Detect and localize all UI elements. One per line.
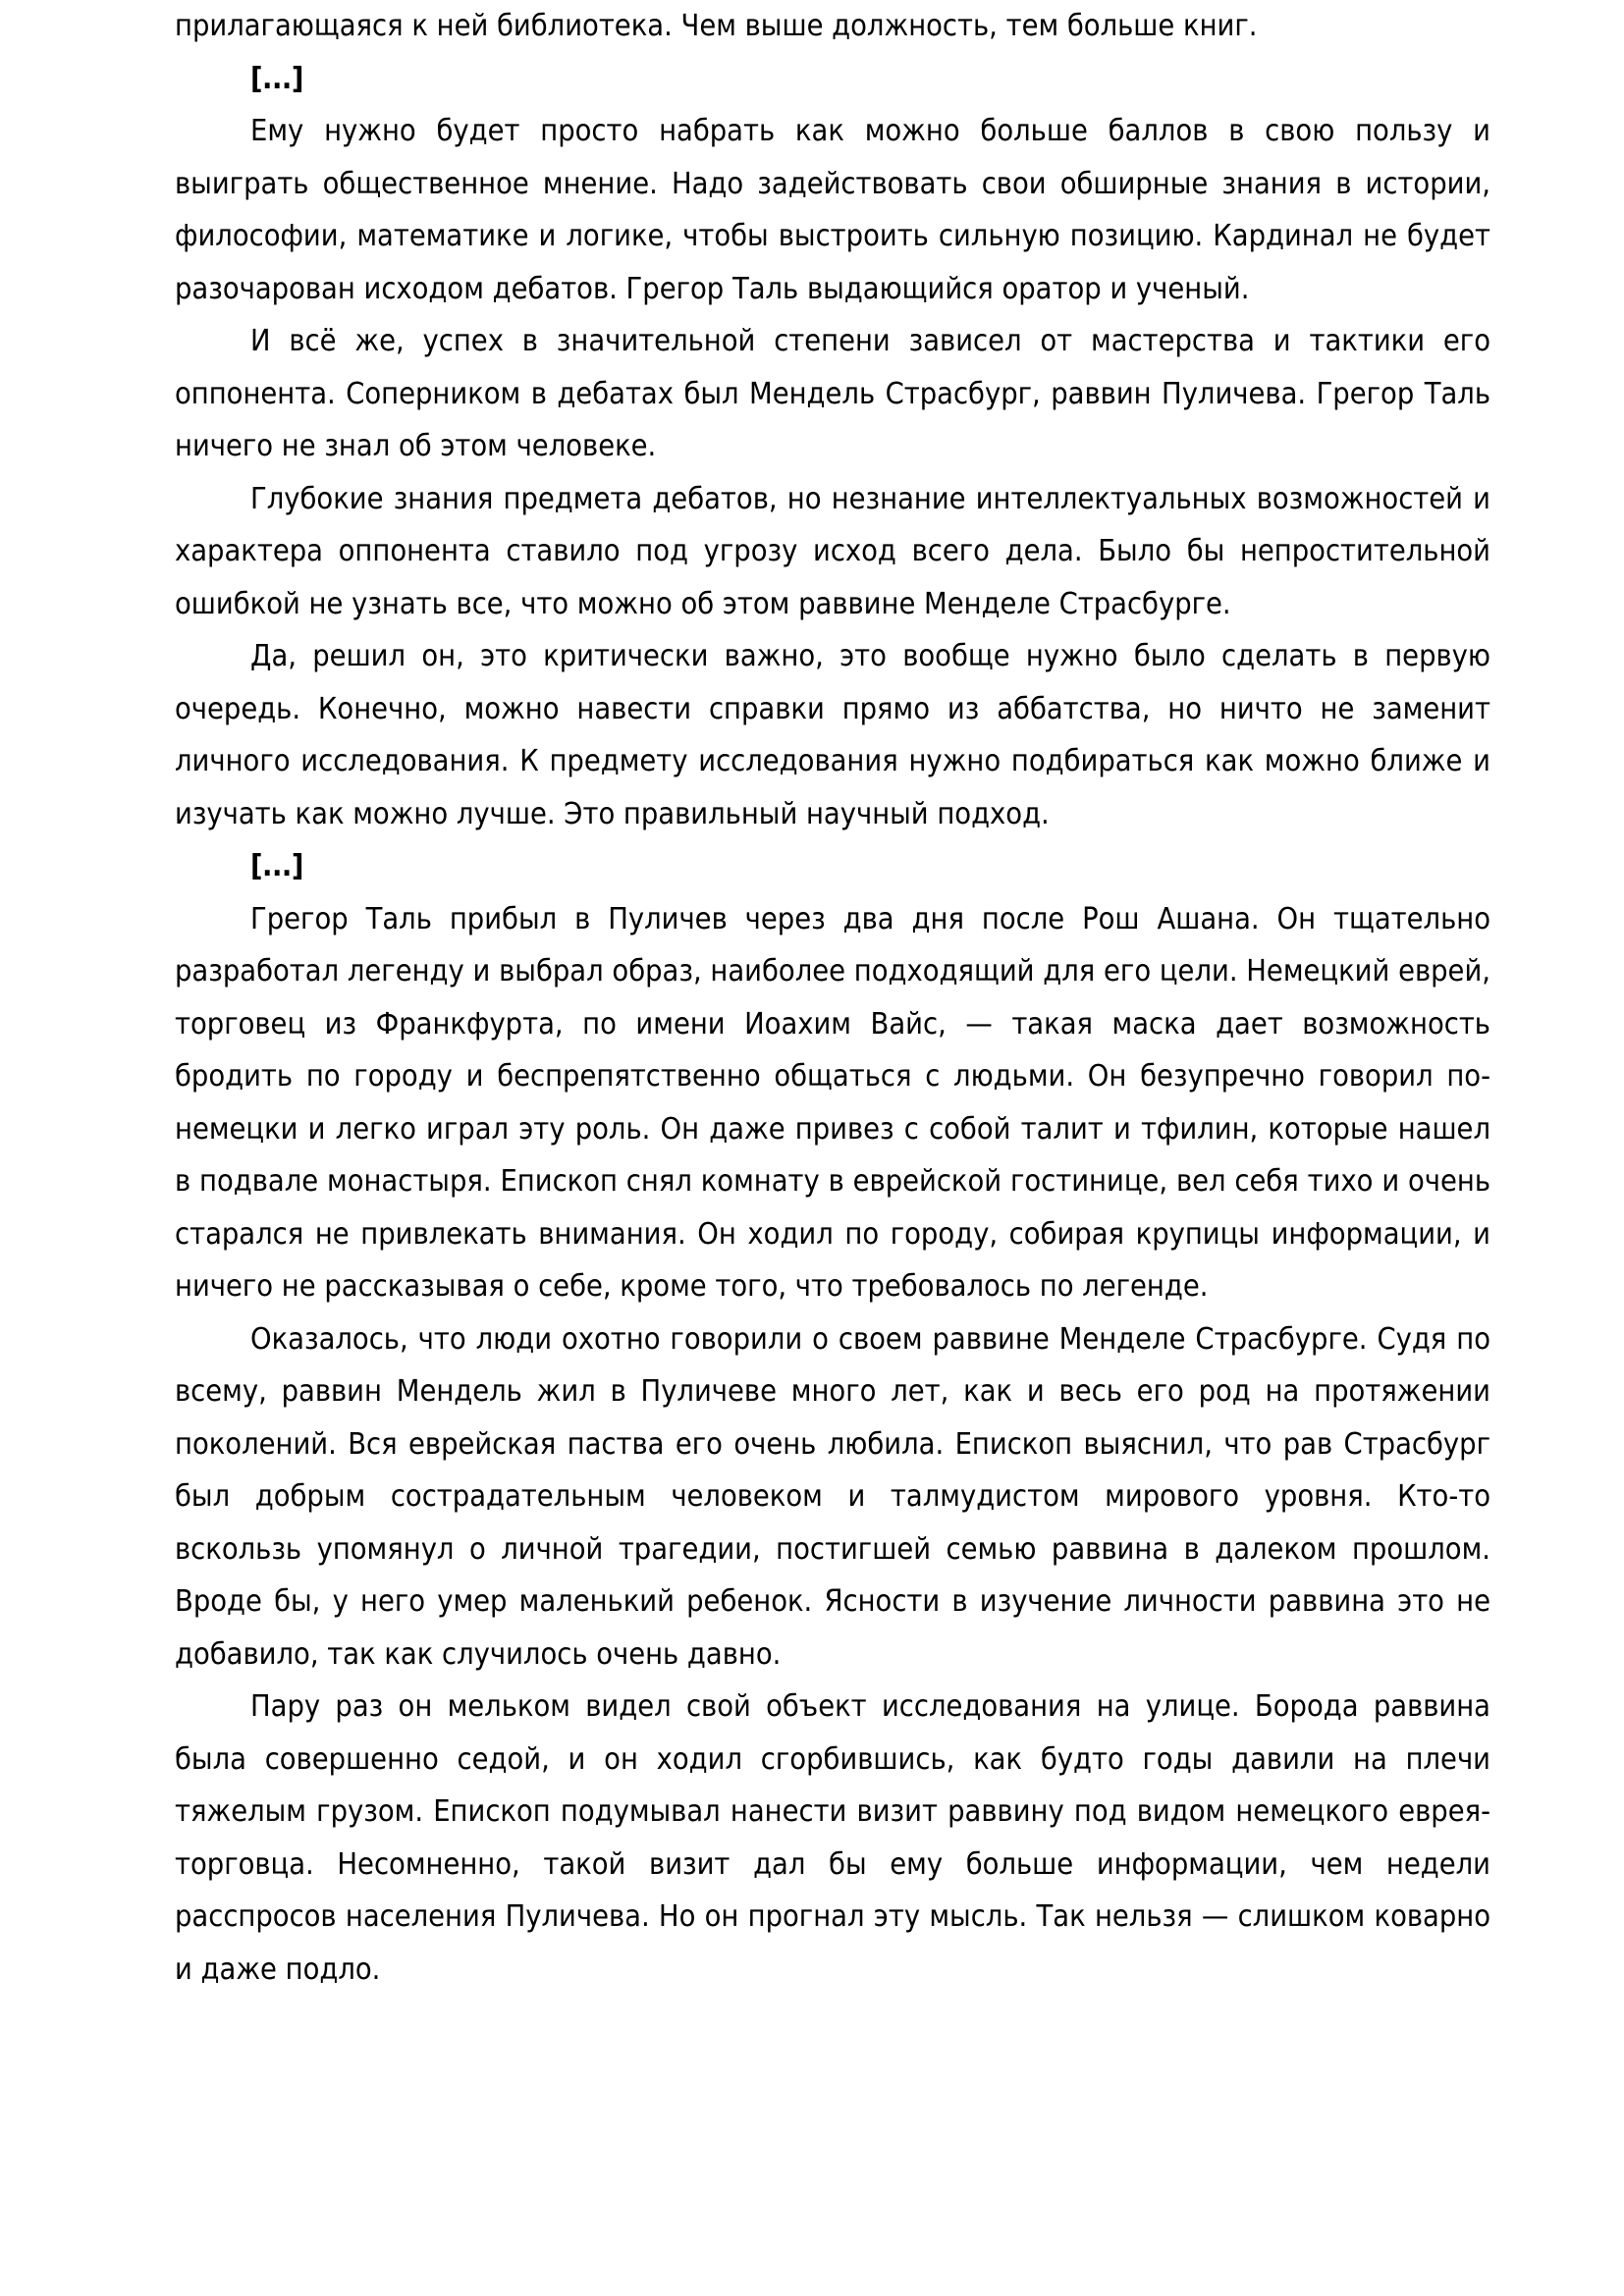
paragraph-points: Ему нужно будет просто набрать как можно больше баллов в свою пользу и выиграть общественное мнение. Надо задействовать свои обширные знания в истории, философии, математике и логике, чтобы выстроить сильную позицию. Кардинал не будет разочарован исходом дебатов. Грегор Таль выдающийся оратор и ученый. xyxy=(175,114,1490,306)
paragraph-deep-knowledge: Глубокие знания предмета дебатов, но незнание интеллектуальных возможностей и характера оппонента ставило под угрозу исход всего дела. Было бы непростительной ошибкой не узнать все, что можно об этом раввине Менделе Страсбурге. xyxy=(175,481,1490,621)
section-break-1: [...] xyxy=(250,61,303,96)
paragraph-library-continuation: прилагающаяся к ней библиотека. Чем выше должность, тем больше книг. xyxy=(175,9,1258,43)
section-break-2: [...] xyxy=(250,849,303,883)
paragraph-critical-decision: Да, решил он, это критически важно, это вообще нужно было сделать в первую очередь. Конечно, можно навести справки прямо из аббатства, но ничто не заменит личного исследования. К предмету исследования нужно подбираться как можно ближе и изучать как можно лучше. Это правильный научный подход. xyxy=(175,639,1490,831)
paragraph-about-rabbi: Оказалось, что люди охотно говорили о своем раввине Менделе Страсбурге. Судя по всему, раввин Мендель жил в Пуличеве много лет, как и весь его род на протяжении поколений. Вся еврейская паства его очень любила. Епископ выяснил, что рав Страсбург был добрым сострадательным человеком и талмудистом мирового уровня. Кто-то вскользь упомянул о личной трагедии, постигшей семью раввина в далеком прошлом. Вроде бы, у него умер маленький ребенок. Ясности в изучение личности раввина это не добавило, так как случилось очень давно. xyxy=(175,1321,1490,1672)
text-column xyxy=(175,0,1490,1996)
paragraph-arrival-pulichev: Грегор Таль прибыл в Пуличев через два дня после Рош Ашана. Он тщательно разработал легенду и выбрал образ, наиболее подходящий для его цели. Немецкий еврей, торговец из Франкфурта, по имени Иоахим Вайс, — такая маска дает возможность бродить по городу и беспрепятственно общаться с людьми. Он безупречно говорил по-немецки и легко играл эту роль. Он даже привез с собой талит и тфилин, которые нашел в подвале монастыря. Епископ снял комнату в еврейской гостинице, вел себя тихо и очень старался не привлекать внимания. Он ходил по городу, собирая крупицы информации, и ничего не рассказывая о себе, кроме того, что требовалось по легенде. xyxy=(175,901,1490,1304)
paragraph-opponent: И всё же, успех в значительной степени зависел от мастерства и тактики его оппонента. Соперником в дебатах был Мендель Страсбург, раввин Пуличева. Грегор Таль ничего не знал об этом человеке. xyxy=(175,324,1490,463)
paragraph-glimpse-rabbi: Пару раз он мельком видел свой объект исследования на улице. Борода раввина была совершенно седой, и он ходил сгорбившись, как будто годы давили на плечи тяжелым грузом. Епископ подумывал нанести визит раввину под видом немецкого еврея-торговца. Несомненно, такой визит дал бы ему больше информации, чем недели расспросов населения Пуличева. Но он прогнал эту мысль. Так нельзя — слишком коварно и даже подло. xyxy=(175,1689,1490,1987)
